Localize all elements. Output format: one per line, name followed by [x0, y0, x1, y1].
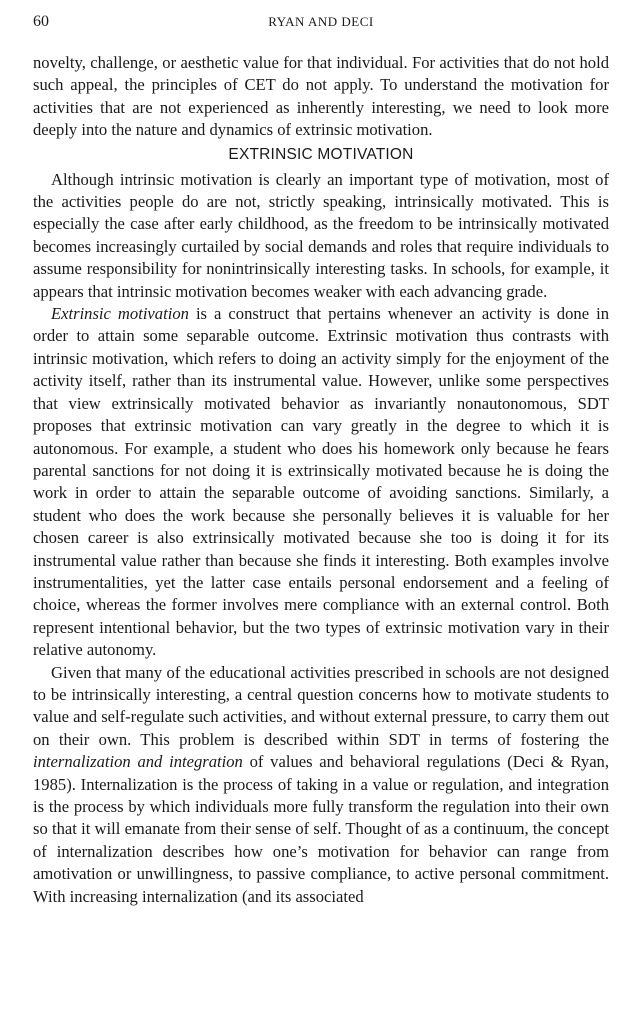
body-text: [33, 52, 609, 908]
book-page: [33, 10, 609, 908]
paragraph-definition: [33, 303, 609, 662]
running-head: [33, 10, 609, 34]
section-heading: EXTRINSIC MOTIVATION: [228, 145, 414, 163]
paragraph-continued: novelty, challenge, or aesthetic value for that individual. For activities that do not hold such appeal, the principles of CET do not apply. To understand the motivation for activities that are not experienced as inherently interesting, we need to look more deeply into the nature and dynamics of extrinsic motivation.: [33, 53, 609, 140]
page-number: 60: [33, 13, 49, 30]
running-title: RYAN AND DECI: [268, 14, 374, 29]
paragraph-definition-text: is a construct that pertains whenever an activity is done in order to attain some separable outcome. Extrinsic motivation thus contrasts with intrinsic motivation, which refers to doing an activity simply for the enjoyment of the activity itself, rather than its instrumental value. However, unlike some perspectives that view extrinsically motivated behavior as invariantly nonautonomous, SDT proposes that extrinsic motivation can vary greatly in the degree to which it is autonomous. For example, a student who does his homework only because he fears parental sanctions for not doing it is extrinsically motivated because he is doing the work in order to attain the separable outcome of avoiding sanctions. Similarly, a student who does the work because she personally believes it is valuable for her chosen career is also extrinsically motivated because she too is doing it for its instrumental value rather than because she finds it interesting. Both examples involve instrumentalities, yet the latter case entails personal endorsement and a feeling of choice, whereas the former involves mere compliance with an external control. Both represent intentional behavior, but the two types of extrinsic motivation vary in their relative autonomy.: [33, 304, 609, 660]
paragraph-intro: Although intrinsic motivation is clearly an important type of motivation, most of the activities people do are not, strictly speaking, intrinsically motivated. This is especially the case after early childhood, as the freedom to be intrinsically motivated becomes increasingly curtailed by social demands and roles that require individuals to assume responsibility for nonintrinsically interesting tasks. In schools, for example, it appears that intrinsic motivation becomes weaker with each advancing grade.: [33, 169, 609, 301]
paragraph-internalization-rest: of values and behavioral regulations (Deci & Ryan, 1985). Internalization is the process of taking in a value or regulation, and integration is the process by which individuals more fully transform the regulation into their own so that it will emanate from their sense of self. Thought of as a continuum, the concept of internalization describes how one’s motivation for behavior can range from amotivation or unwillingness, to passive compliance, to active personal commitment. With increasing internalization (and its associated: [33, 752, 609, 906]
paragraph-internalization: [33, 662, 609, 908]
italic-term-internalization: internalization and integration: [33, 752, 243, 772]
paragraph-internalization-start: Given that many of the educational activities prescribed in schools are not designed to be intrinsically interesting, a central question concerns how to motivate students to value and self-regulate such activities, and without external pressure, to carry them out on their own. This problem is described within SDT in terms of fostering the: [33, 662, 609, 749]
italic-term-extrinsic-motivation: Extrinsic motivation: [51, 304, 189, 324]
